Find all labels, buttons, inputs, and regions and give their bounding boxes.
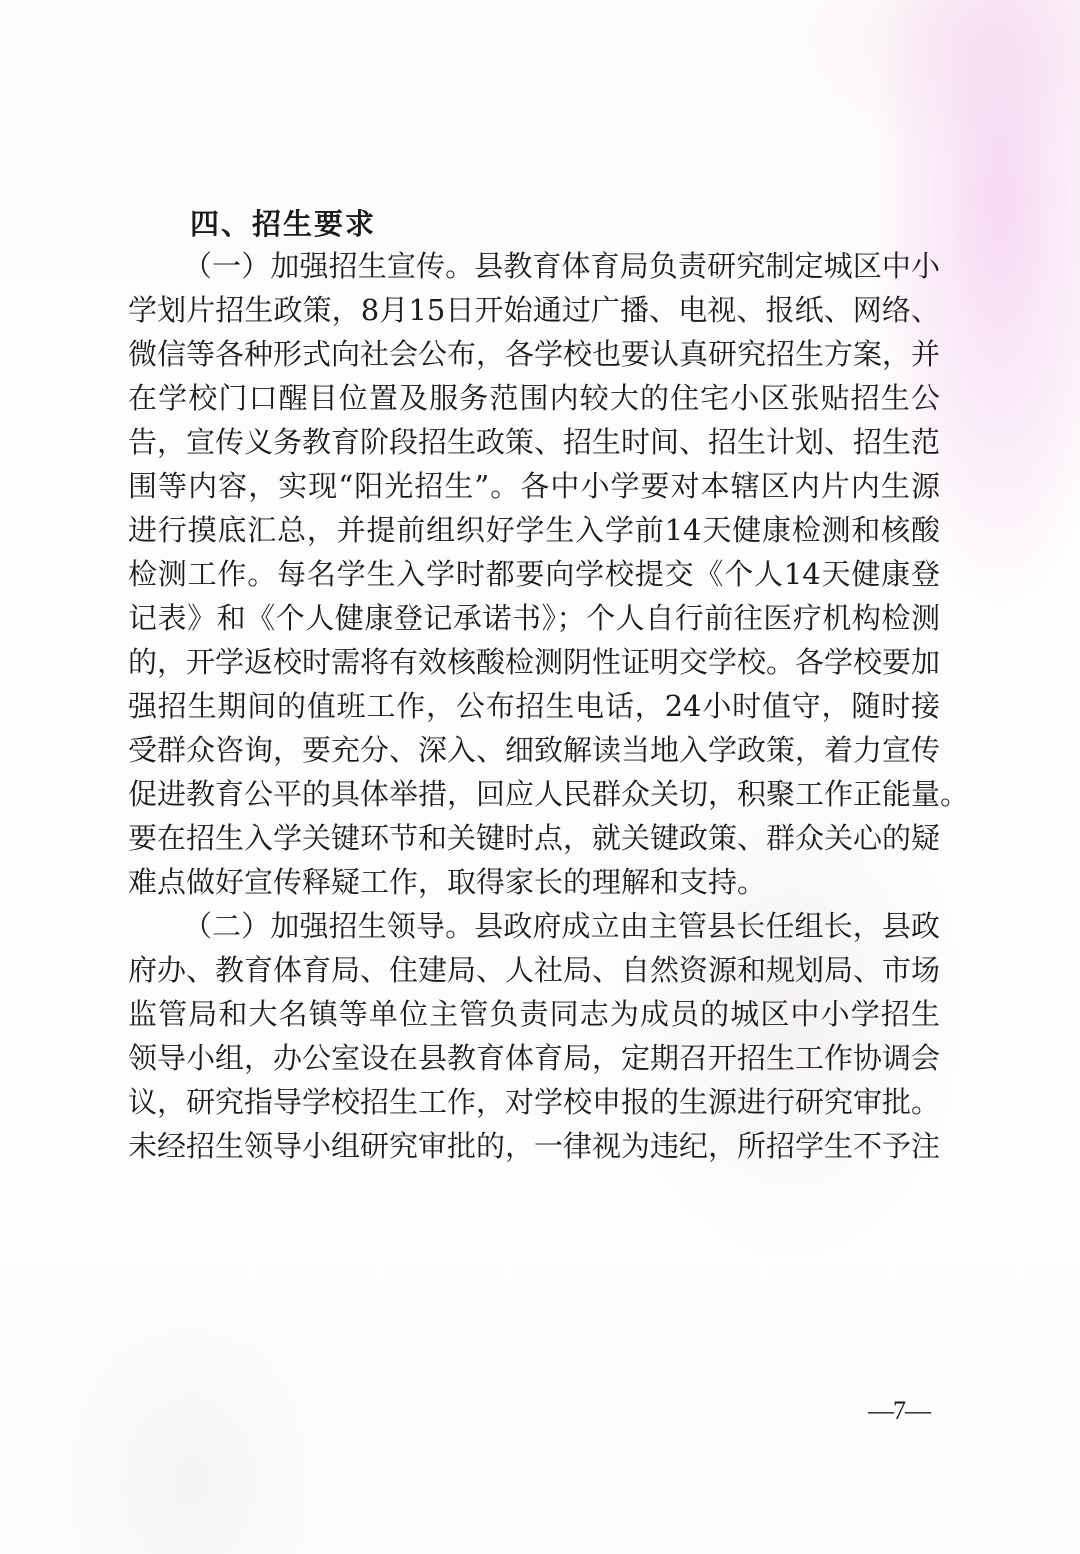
paragraph-2-line-2: 府办、教育体育局、住建局、人社局、自然资源和规划局、市场 [128,953,941,987]
paragraph-1-line-12: 受群众咨询，要充分、深入、细致解读当地入学政策，着力宣传 [128,733,941,767]
paragraph-2-line-1: （二）加强招生领导。县政府成立由主管县长任组长，县政 [183,909,940,943]
paragraph-1-line-11: 强招生期间的值班工作，公布招生电话，24小时值守，随时接 [128,689,940,723]
paragraph-1-line-3: 微信等各种形式向社会公布，各学校也要认真研究招生方案，并 [128,337,941,371]
paragraph-1-line-15: 难点做好宣传释疑工作，取得家长的理解和支持。 [128,865,767,899]
paragraph-1-line-8: 检测工作。每名学生入学时都要向学校提交《个人14天健康登 [128,557,940,591]
paragraph-2-line-3: 监管局和大名镇等单位主管负责同志为成员的城区中小学招生 [128,997,940,1031]
paragraph-1-line-7: 进行摸底汇总，并提前组织好学生入学前14天健康检测和核酸 [128,513,940,547]
paragraph-1-line-14: 要在招生入学关键环节和关键时点，就关键政策、群众关心的疑 [128,821,941,855]
page-number: —7— [868,1396,930,1425]
paragraph-1-line-1: （一）加强招生宣传。县教育体育局负责研究制定城区中小 [183,249,940,283]
paragraph-1-line-6: 围等内容，实现“阳光招生”。各中小学要对本辖区内片内生源 [128,469,940,503]
section-heading: 四、招生要求 [190,207,377,241]
paragraph-2-line-4: 领导小组，办公室设在县教育体育局，定期召开招生工作协调会 [128,1041,941,1075]
paragraph-1-line-9: 记表》和《个人健康登记承诺书》；个人自行前往医疗机构检测 [128,601,940,635]
paragraph-2-line-5: 议，研究指导学校招生工作，对学校申报的生源进行研究审批。 [128,1085,941,1119]
paragraph-1-line-5: 告，宣传义务教育阶段招生政策、招生时间、招生计划、招生范 [128,425,941,459]
paragraph-1-line-10: 的，开学返校时需将有效核酸检测阴性证明交学校。各学校要加 [128,645,941,679]
paragraph-1-line-13: 促进教育公平的具体举措，回应人民群众关切，积聚工作正能量。 [128,777,970,811]
paragraph-1-line-4: 在学校门口醒目位置及服务范围内较大的住宅小区张贴招生公 [128,381,940,415]
paragraph-1-line-2: 学划片招生政策，8月15日开始通过广播、电视、报纸、网络、 [128,293,940,327]
paragraph-2-line-6: 未经招生领导小组研究审批的，一律视为违纪，所招学生不予注 [128,1129,941,1163]
